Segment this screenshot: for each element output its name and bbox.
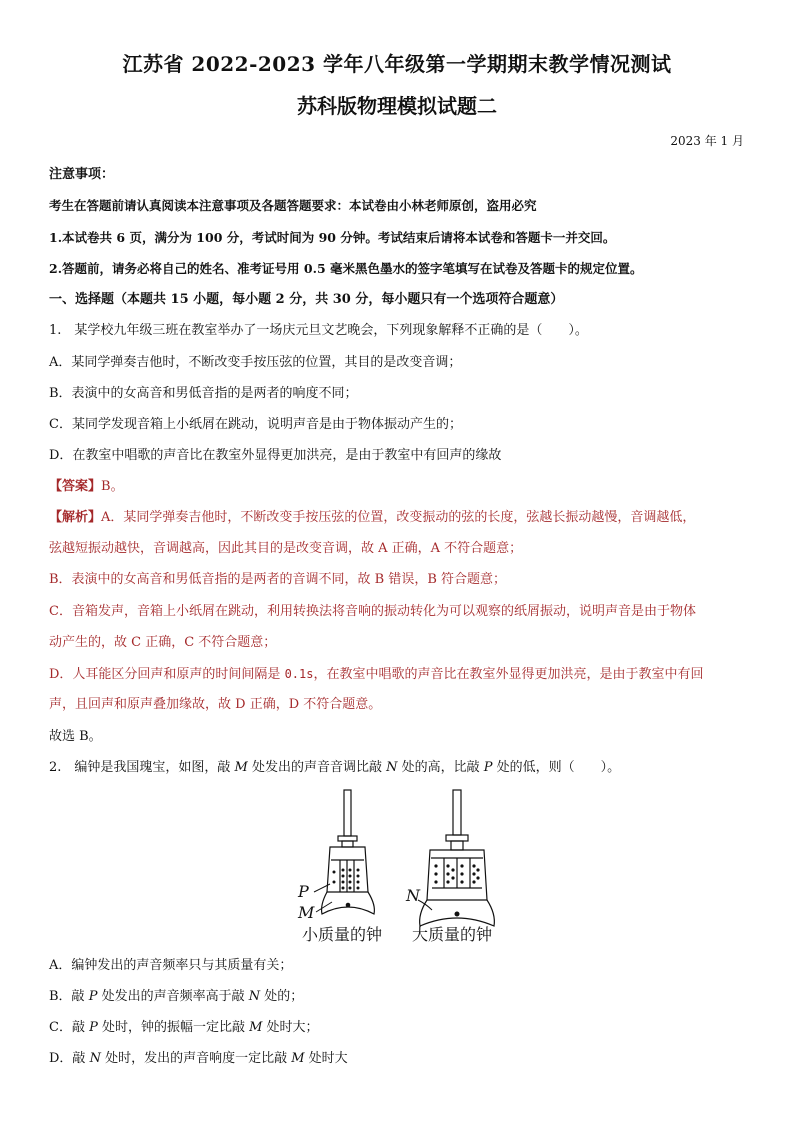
q2-option-d-part: 处时大 xyxy=(304,1051,348,1066)
q1-analysis-c2: 动产生的，故 C 正确，C 不符合题意； xyxy=(49,635,277,650)
large-bell xyxy=(420,790,495,926)
letter-m-label: M xyxy=(298,903,315,922)
analysis-d-value: 0.1s xyxy=(284,667,314,681)
answer-value: B。 xyxy=(101,479,124,494)
q1-option-c: C．某同学发现音箱上小纸屑在跳动，说明声音是由于物体振动产生的； xyxy=(49,417,462,432)
bell-figure xyxy=(292,788,502,948)
q1-option-d: D．在教室中唱歌的声音比在教室外显得更加洪亮，是由于教室中有回声的缘故 xyxy=(49,448,502,463)
q2-option-d xyxy=(49,1050,749,1068)
q2-option-d-part: D．敲 xyxy=(49,1051,90,1066)
exam-title: 江苏省 2022-2023 学年八年级第一学期期末教学情况测试 xyxy=(122,52,672,76)
q2-letter-p: P xyxy=(483,760,493,775)
q2-option-b xyxy=(49,988,749,1006)
q2-stem xyxy=(49,759,749,777)
letter-p-label: P xyxy=(298,882,309,901)
small-bell-label: 小质量的钟 xyxy=(302,925,383,944)
section-heading: 一、选择题（本题共 15 小题，每小题 2 分，共 30 分，每小题只有一个选项符合题意） xyxy=(49,292,564,307)
q2-option-c-part: 处时大； xyxy=(262,1020,319,1035)
exam-date: 2023 年 1 月 xyxy=(670,134,744,148)
q2-option-c-part: 处时，钟的振幅一定比敲 xyxy=(97,1020,250,1035)
q2-option-c-letter-p: P xyxy=(89,1020,98,1035)
q2-option-d-letter-m: M xyxy=(291,1051,305,1066)
q1-analysis-a2: 弦越短振动越快，音调越高，因此其目的是改变音调，故 A 正确，A 不符合题意； xyxy=(49,541,523,556)
q1-analysis-c1: C．音箱发声，音箱上小纸屑在跳动，利用转换法将音响的振动转化为可以观察的纸屑振动，说明声音是由于物体 xyxy=(49,604,696,619)
small-bell-pointers xyxy=(314,884,332,912)
q2-option-b-letter-p: P xyxy=(88,989,98,1004)
q2-option-d-letter-n: N xyxy=(89,1051,101,1066)
q2-letter-n: N xyxy=(386,760,398,775)
q1-option-a: A．某同学弹奏吉他时，不断改变手按压弦的位置，其目的是改变音调； xyxy=(49,355,462,370)
q2-stem-part: 处的低，则（ ）。 xyxy=(492,760,621,775)
exam-subtitle: 苏科版物理模拟试题二 xyxy=(297,94,497,118)
q2-letter-m: M xyxy=(234,760,248,775)
q1-conclusion: 故选 B。 xyxy=(49,729,102,744)
notice-heading: 注意事项： xyxy=(49,167,115,182)
q1-analysis-b: B．表演中的女高音和男低音指的是两者的音调不同，故 B 错误，B 符合题意； xyxy=(49,572,507,587)
analysis-tag: 【解析】 xyxy=(49,510,102,525)
small-bell-studs xyxy=(333,869,360,908)
q1-analysis-d1 xyxy=(49,665,749,684)
notice-line-2: 1.本试卷共 6 页，满分为 100 分，考试时间为 90 分钟。考试结束后请将本试卷和答题卡一并交回。 xyxy=(49,230,616,245)
q1-stem: 1. 某学校九年级三班在教室举办了一场庆元旦文艺晚会，下列现象解释不正确的是（ ）。 xyxy=(49,323,588,338)
analysis-a-line1: A．某同学弹奏吉他时，不断改变手按压弦的位置，改变振动的弦的长度，弦越长振动越慢，音调越低， xyxy=(101,510,696,525)
q2-option-c-part: C．敲 xyxy=(49,1020,90,1035)
large-bell-pointer xyxy=(418,900,432,910)
q1-analysis-d2: 声，且回声和原声叠加缘故，故 D 正确，D 不符合题意。 xyxy=(49,697,382,712)
q2-option-b-letter-n: N xyxy=(248,989,261,1004)
analysis-d-part1: D．人耳能区分回声和原声的时间间隔是 xyxy=(49,667,285,682)
small-bell xyxy=(322,790,375,914)
q2-option-b-part: 处的； xyxy=(260,989,304,1004)
q2-option-c-letter-m: M xyxy=(249,1020,263,1035)
letter-n-label: N xyxy=(406,886,420,905)
answer-tag: 【答案】 xyxy=(49,479,102,494)
large-bell-label: 大质量的钟 xyxy=(412,925,493,944)
q2-stem-part: 处发出的声音音调比敲 xyxy=(247,760,387,775)
q2-stem-part: 2. 编钟是我国瑰宝，如图，敲 xyxy=(49,760,235,775)
analysis-d-part2: ，在教室中唱歌的声音比在教室外显得更加洪亮，是由于教室中有回 xyxy=(313,667,704,682)
q2-option-d-part: 处时，发出的声音响度一定比敲 xyxy=(100,1051,292,1066)
q2-option-a: A．编钟发出的声音频率只与其质量有关； xyxy=(49,958,293,973)
q1-answer xyxy=(49,478,749,496)
q1-option-b: B．表演中的女高音和男低音指的是两者的响度不同； xyxy=(49,386,358,401)
q2-option-b-part: 处发出的声音频率高于敲 xyxy=(97,989,249,1004)
q2-stem-part: 处的高，比敲 xyxy=(397,760,484,775)
notice-line-1: 考生在答题前请认真阅读本注意事项及各题答题要求：本试卷由小林老师原创，盗用必究 xyxy=(49,198,537,213)
notice-line-3: 2.答题前，请务必将自己的姓名、准考证号用 0.5 毫米黑色墨水的签字笔填写在试卷及答题卡的规定位置。 xyxy=(49,261,643,276)
q2-option-c xyxy=(49,1019,749,1037)
q2-option-b-part: B．敲 xyxy=(49,989,89,1004)
q1-analysis-a1 xyxy=(49,509,749,527)
